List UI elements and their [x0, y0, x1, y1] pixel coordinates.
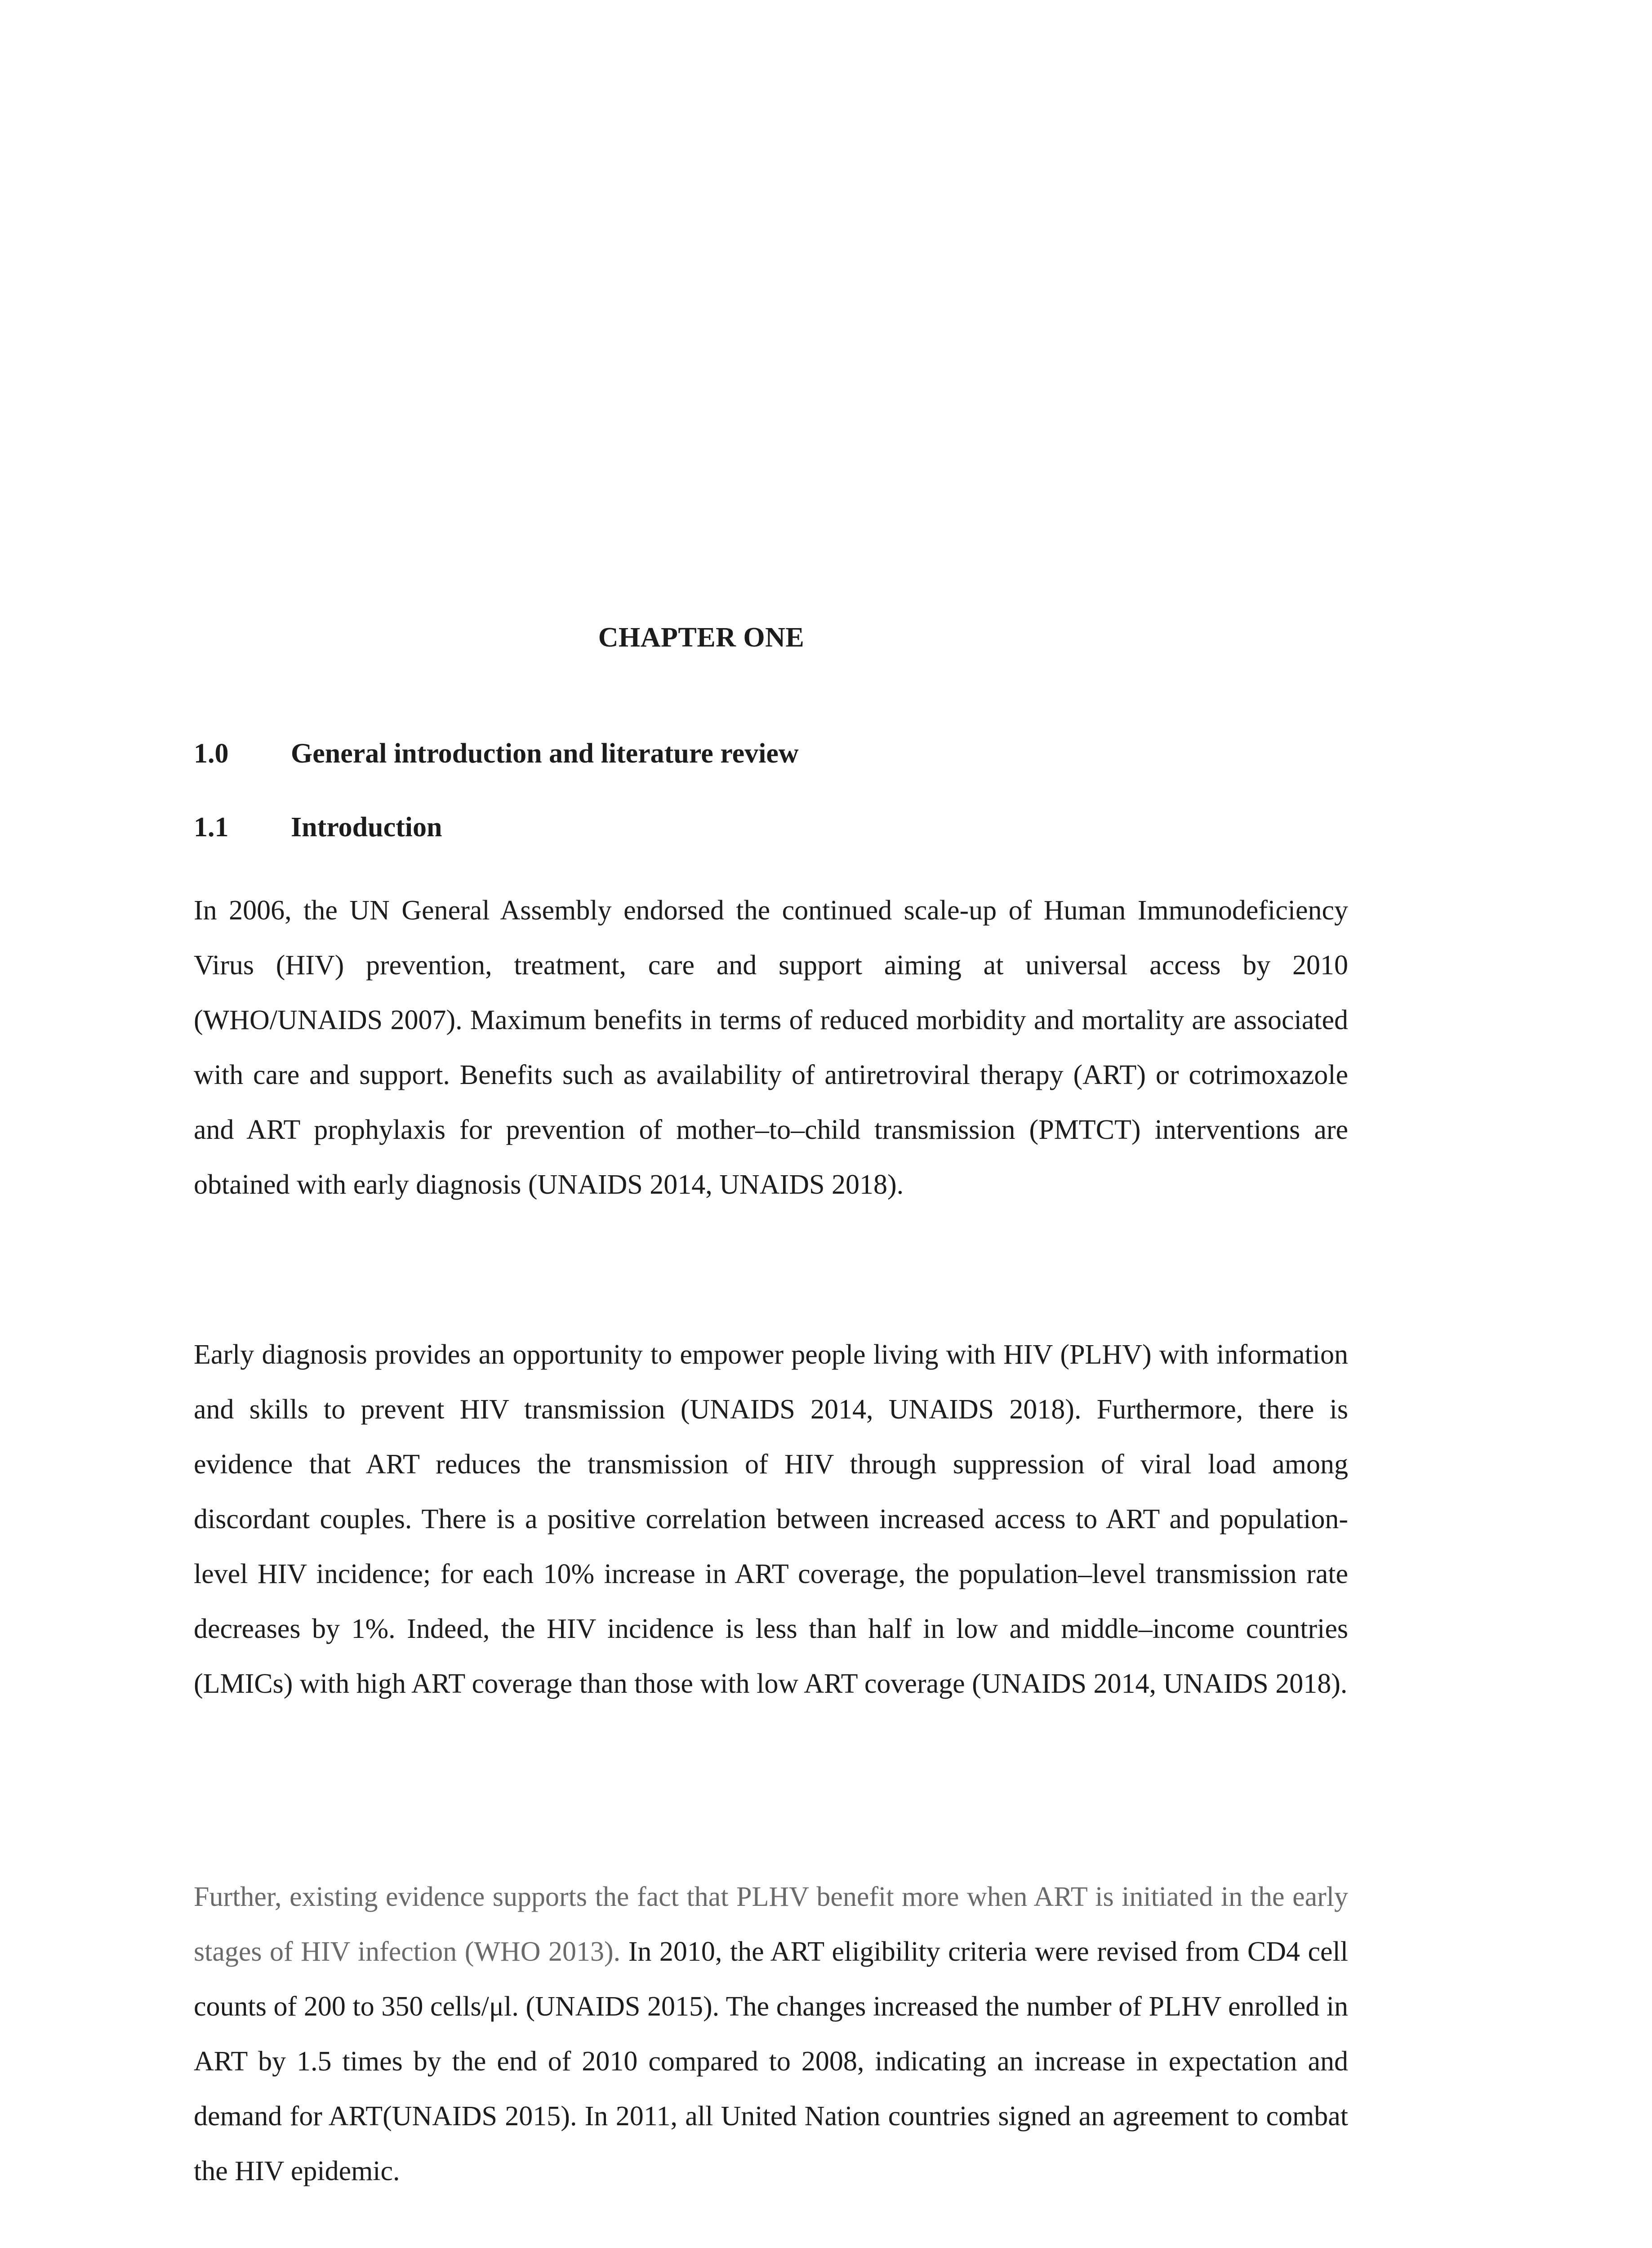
paragraph-1 — [194, 883, 1348, 1212]
paragraph-text: In 2006, the UN General Assembly endorsed the continued scale-up of Human Immunodeficiency Virus (HIV) prevention, treatment, care and support aiming at universal access by 2010 (WHO/UNAIDS 2007). Maximum benefits in terms of reduced morbidity and mortality are associated with care and support. Benefits such as availability of antiretroviral therapy (ART) or cotrimoxazole and ART prophylaxis for prevention of mother–to–child transmission (PMTCT) interventions are obtained with early diagnosis (UNAIDS 2014, UNAIDS 2018). — [194, 895, 1348, 1200]
paragraph-text — [194, 1869, 1348, 2199]
paragraph-text: Early diagnosis provides an opportunity to empower people living with HIV (PLHV) with information and skills to prevent HIV transmission (UNAIDS 2014, UNAIDS 2018). Furthermore, there is evidence that ART reduces the transmission of HIV through suppression of viral load among discordant couples. There is a positive correlation between increased access to ART and population-level HIV incidence; for each 10% increase in ART coverage, the population–level transmission rate decreases by 1%. Indeed, the HIV incidence is less than half in low and middle–income countries (LMICs) with high ART coverage than those with low ART coverage (UNAIDS 2014, UNAIDS 2018). — [194, 1339, 1348, 1699]
section-heading-1-0 — [194, 738, 799, 770]
section-number: 1.0 — [194, 738, 229, 769]
paragraph-text-rest: In 2010, the ART eligibility criteria were revised from CD4 cell counts of 200 to 350 cells/μl. (UNAIDS 2015). The changes increased the number of PLHV enrolled in ART by 1.5 times by the end of 2010 compared to 2008, indicating an increase in expectation and demand for ART(UNAIDS 2015). In 2011, all United Nation countries signed an agreement to combat the HIV epidemic. — [194, 1936, 1348, 2186]
section-title: General introduction and literature review — [291, 738, 799, 769]
chapter-title: CHAPTER ONE — [598, 622, 805, 653]
paragraph-3 — [194, 1869, 1348, 2199]
section-heading-1-1 — [194, 812, 442, 843]
paragraph-text-grey: Further, existing evidence supports the fact that PLHV benefit more when ART is initiated in the early stages of HIV infection (WHO 2013). — [194, 1882, 1348, 1967]
paragraph-2 — [194, 1327, 1348, 1711]
section-title: Introduction — [291, 812, 442, 843]
section-number: 1.1 — [194, 812, 229, 843]
